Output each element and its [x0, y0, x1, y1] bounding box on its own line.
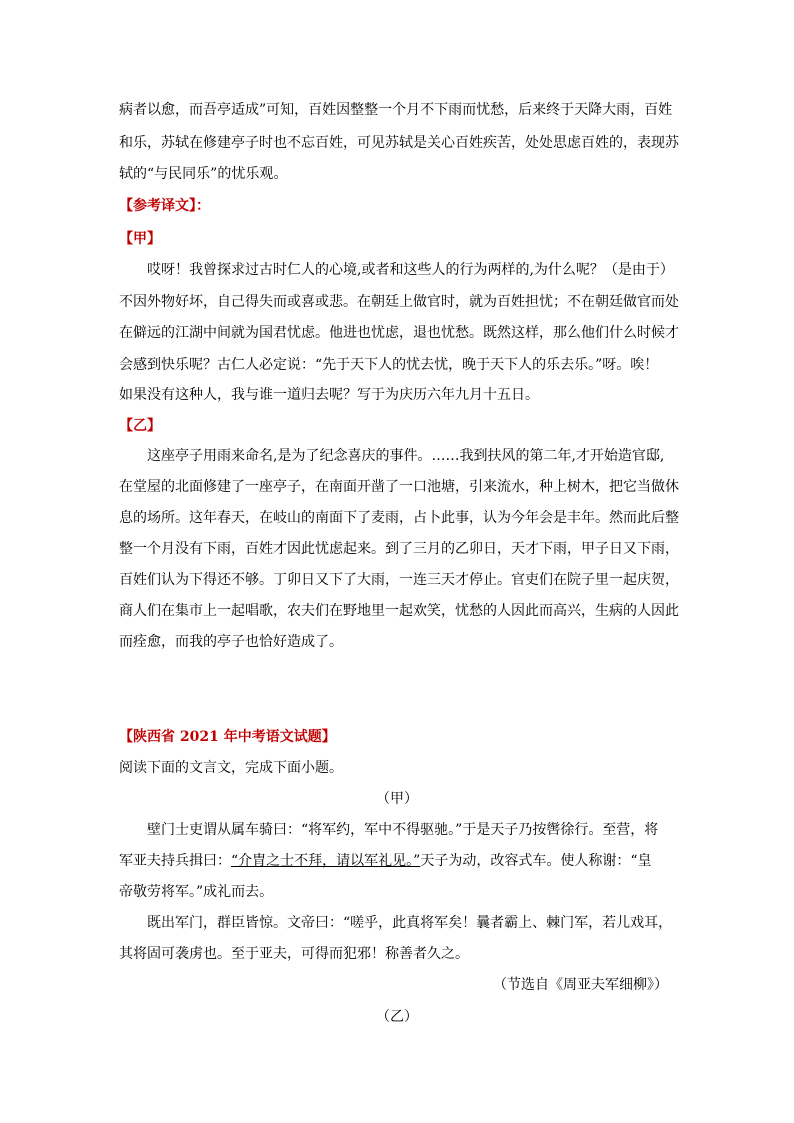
text-line: 会感到快乐呢？古仁人必定说：“先于天下人的忧去忧，晚于天下人的乐去乐。”呀。唉！ [119, 357, 659, 373]
text-line: 在堂屋的北面修建了一座亭子，在南面开凿了一口池塘，引来流水，种上树木，把它当做休 [119, 479, 679, 495]
text-line: 既出军门，群臣皆惊。文帝曰：“嗟乎，此真将军矣！曩者霸上、棘门军，若儿戏耳， [147, 915, 673, 931]
instruction-text: 阅读下面的文言文，完成下面小题。 [119, 760, 343, 776]
text-line: 轼的“与民同乐”的忧乐观。 [119, 166, 288, 182]
text-line: 如果没有这种人，我与谁一道归去呢？写于为庆历六年九月十五日。 [119, 387, 539, 403]
citation: （节选自《周亚夫军细柳》） [493, 977, 668, 993]
reference-translation-header: 【参考译文】： [119, 198, 210, 214]
text-line: 而痊愈，而我的亭子也恰好造成了。 [119, 634, 343, 650]
text-line: 壁门士吏谓从属车骑曰：“将军约，军中不得驱驰。”于是天子乃按辔徐行。至营，将 [147, 822, 659, 838]
text-line: 病者以愈，而吾亭适成”可知，百姓因整整一个月不下雨而忧愁，后来终于天降大雨，百姓 [119, 102, 673, 118]
yi-label: 【乙】 [119, 418, 161, 434]
text-span: 军亚夫持兵揖曰： [119, 853, 231, 869]
text-line: 在僻远的江湖中间就为国君忧虑。他进也忧虑，退也忧愁。既然这样，那么他们什么时候才 [119, 325, 679, 341]
text-span: 天子为动，改容式车。使人称谢：“皇 [420, 853, 652, 869]
text-line [119, 851, 651, 871]
text-line: 整一个月没有下雨，百姓才因此忧虑起来。到了三月的乙卯日，天才下雨，甲子日又下雨， [119, 541, 679, 557]
underlined-quote: “介胄之士不拜，请以军礼见。” [231, 853, 421, 869]
text-line: 百姓们认为下得还不够。丁卯日又下了大雨，一连三天才停止。官吏们在院子里一起庆贺， [119, 572, 679, 588]
text-line: 帝敬劳将军。”成礼而去。 [119, 884, 274, 900]
text-line: 这座亭子用雨来命名,是为了纪念喜庆的事件。……我到扶风的第二年,才开始造官邸, [147, 448, 665, 464]
text-line: 和乐，苏轼在修建亭子时也不忘百姓，可见苏轼是关心百姓疾苦，处处思虑百姓的，表现苏 [119, 135, 679, 151]
text-line: 商人们在集市上一起唱歌，农夫们在野地里一起欢笑，忧愁的人因此而高兴，生病的人因此 [119, 603, 679, 619]
exam-source-header: 【陕西省 2021 年中考语文试题】 [119, 729, 336, 745]
text-line: 不因外物好坏，自己得失而或喜或悲。在朝廷上做官时，就为百姓担忧；不在朝廷做官而处 [119, 294, 679, 310]
text-line: 息的场所。这年春天，在岐山的南面下了麦雨，占卜此事，认为今年会是丰年。然而此后整 [119, 510, 679, 526]
jia-label: 【甲】 [119, 231, 161, 247]
jia-title: （甲） [376, 791, 418, 807]
text-line: 其将固可袭虏也。至于亚夫，可得而犯邪！称善者久之。 [119, 946, 469, 962]
yi-title: （乙） [376, 1009, 418, 1025]
text-line: 哎呀！我曾探求过古时仁人的心境,或者和这些人的行为两样的,为什么呢？（是由于） [147, 262, 674, 278]
